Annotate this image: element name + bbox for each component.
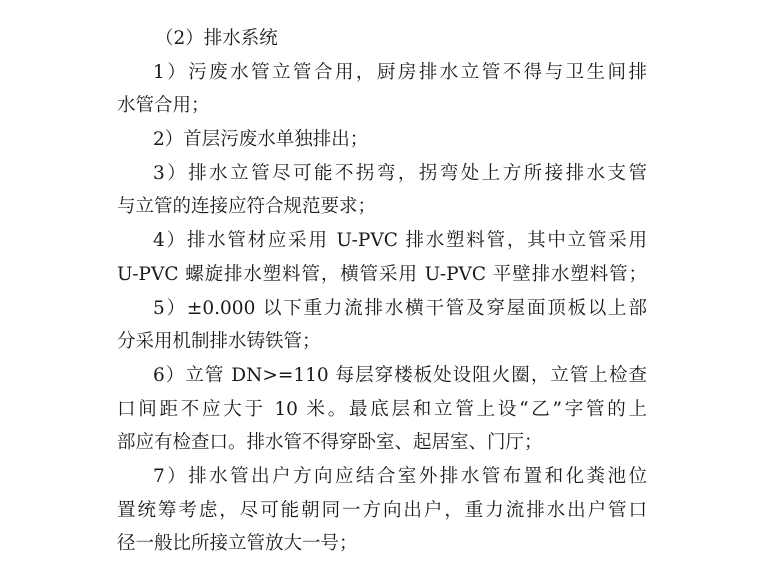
paragraph-line: 口间距不应大于 10 米。最底层和立管上设“乙”字管的上 [117, 398, 647, 420]
paragraph-line: 径一般比所接立管放大一号； [117, 533, 358, 555]
paragraph-line: 5）±0.000 以下重力流排水横干管及穿屋面顶板以上部 [153, 297, 647, 319]
paragraph-line: 置统筹考虑，尽可能朝同一方向出户，重力流排水出户管口 [117, 499, 647, 521]
paragraph-line: 部应有检查口。排水管不得穿卧室、起居室、门厅； [117, 432, 543, 454]
paragraph-line: 6）立管 DN>=110 每层穿楼板处设阻火圈，立管上检查 [153, 364, 647, 386]
document-body [117, 22, 647, 561]
paragraph-line: 与立管的连接应符合规范要求； [117, 196, 377, 218]
paragraph-line: 4）排水管材应采用 U-PVC 排水塑料管，其中立管采用 [153, 230, 647, 252]
paragraph-line: 1）污废水管立管合用，厨房排水立管不得与卫生间排 [153, 61, 647, 83]
paragraph-line: 7）排水管出户方向应结合室外排水管布置和化粪池位 [153, 465, 647, 487]
paragraph-line: 分采用机制排水铸铁管； [117, 331, 321, 353]
paragraph-line: 水管合用； [117, 95, 210, 117]
paragraph-line: 2）首层污废水单独排出； [153, 129, 369, 151]
paragraph-line: 3）排水立管尽可能不拐弯，拐弯处上方所接排水支管 [153, 162, 647, 184]
section-heading: （2）排水系统 [155, 28, 278, 49]
paragraph-line: U-PVC 螺旋排水塑料管，横管采用 U-PVC 平壁排水塑料管； [117, 263, 647, 285]
